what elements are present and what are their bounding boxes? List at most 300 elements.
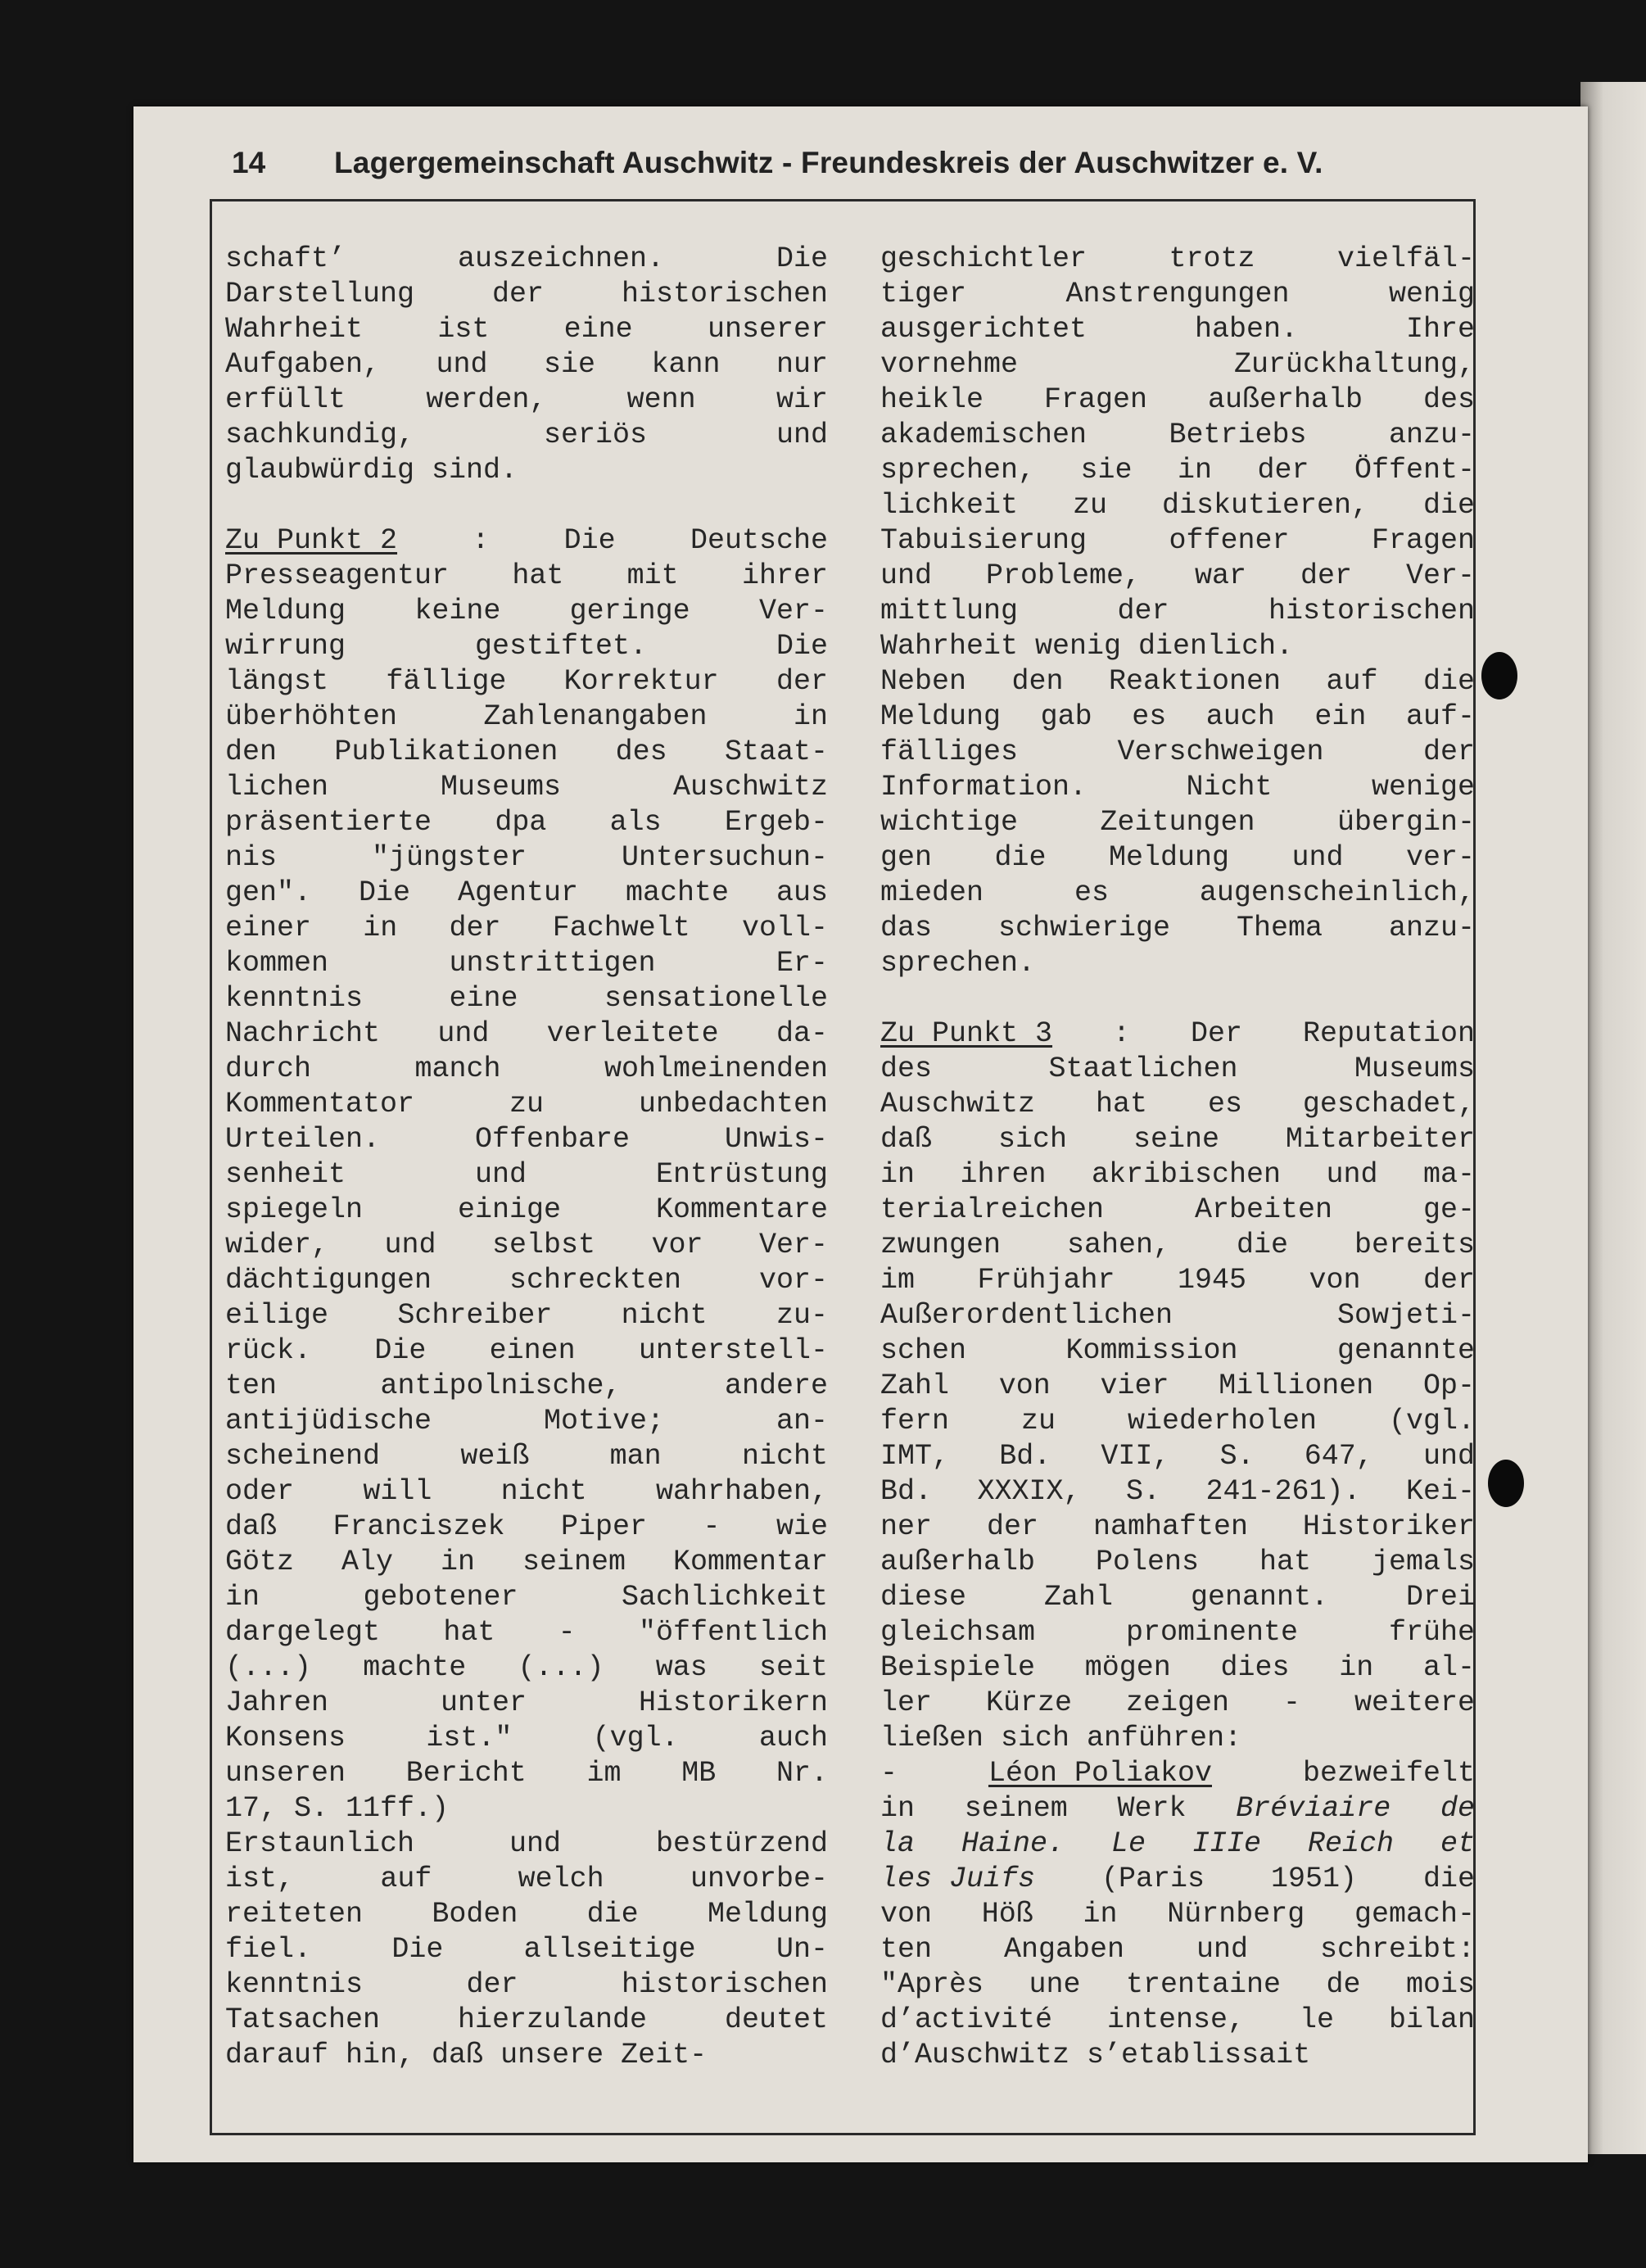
word: geschichtler [880,242,1088,275]
word: XXXIX, [977,1475,1081,1508]
word: Urteilen. [225,1123,381,1156]
word: Frühjahr [977,1264,1115,1297]
word: gen [880,841,933,874]
word: andere [724,1369,828,1402]
text-line [225,1122,828,1157]
word: Auschwitz [880,1088,1036,1120]
text-line [880,805,1475,840]
word: Reputation [1302,1017,1475,1050]
word: seine [1133,1123,1219,1156]
word: Er- [776,947,828,980]
word: was [655,1651,708,1684]
word: eilige [225,1299,329,1332]
word: terialreichen [880,1193,1105,1226]
word: vor- [758,1264,828,1297]
word: weitere [1354,1686,1475,1719]
word: man [609,1440,662,1473]
word: Léon Poliakov [988,1757,1212,1790]
word: Neben [880,665,967,698]
word: Piper [561,1510,648,1543]
text-line [225,1193,828,1228]
word: kommen [225,947,329,980]
word: eine [449,982,518,1015]
text-line [225,770,828,805]
word: Höß [981,1898,1033,1931]
word: selbst [491,1229,596,1261]
word: Sowjeti- [1336,1299,1475,1332]
word: ist." [426,1722,513,1754]
word: Offenbare [474,1123,631,1156]
word: die [1422,489,1475,522]
word: vielfäl- [1336,242,1475,275]
word: Kommentar [672,1546,828,1578]
word: ihrer [741,559,828,592]
word: dargelegt [225,1616,381,1649]
text-line [225,1263,828,1298]
text-column-left [225,242,828,2073]
text-line [225,1580,828,1615]
word: mögen [1084,1651,1171,1684]
word: ner [880,1510,933,1543]
text-line [225,559,828,594]
text-line [880,770,1475,805]
text-line [225,1862,828,1897]
word: hat [512,559,564,592]
word: Beispiele [880,1651,1036,1684]
word: weiß [460,1440,530,1473]
word: in [1083,1898,1118,1931]
word: Reich [1307,1827,1394,1860]
text-line [225,383,828,418]
word: allseitige [523,1933,696,1966]
word: Bd. [880,1475,933,1508]
paragraph-gap [225,488,828,523]
word: Verschweigen [1117,736,1324,768]
word: einer [225,912,312,944]
word: - [880,1757,898,1790]
page-header [232,146,1509,195]
word: von [880,1898,933,1931]
word: S. [1125,1475,1160,1508]
text-line [225,664,828,699]
word: 1951) [1270,1863,1357,1895]
word: Kei- [1405,1475,1475,1508]
word: Meldung [707,1898,828,1931]
word: Kommentator [225,1088,415,1120]
word: Tatsachen [225,2003,381,2036]
text-line [880,347,1475,383]
text-line [225,1052,828,1087]
word: welch [518,1863,604,1895]
text-line [880,876,1475,911]
word: Staatlichen [1048,1053,1238,1085]
text-line [880,418,1475,453]
word: (...) [518,1651,604,1684]
word: die [1236,1229,1288,1261]
word: Die [359,876,411,909]
word: fern [880,1405,950,1437]
word: Aufgaben, [225,348,381,381]
word: sachkundig, [225,419,415,451]
word: Ver- [758,1229,828,1261]
word: namhaften [1092,1510,1248,1543]
word: darauf [225,2039,329,2071]
text-column-right [880,242,1475,2073]
word: dächtigungen [225,1264,432,1297]
text-line [880,1228,1475,1263]
word: Jahren [225,1686,329,1719]
text-line [880,1087,1475,1122]
word: Nürnberg [1167,1898,1305,1931]
word: d’Auschwitz [880,2039,1070,2071]
word: Op- [1422,1369,1475,1402]
word: d’activité [880,2003,1053,2036]
word: machte [363,1651,467,1684]
text-line [225,981,828,1016]
text-line [225,594,828,629]
word: längst [225,665,329,698]
word: voll- [741,912,828,944]
word: Untersuchun- [621,841,828,874]
text-line [225,1439,828,1474]
word: Die [776,630,828,663]
word: in [1339,1651,1374,1684]
word: Drei [1405,1581,1475,1614]
word: frühe [1388,1616,1475,1649]
text-line [880,1791,1475,1827]
word: (Paris [1101,1863,1205,1895]
word: glaubwürdig sind. [225,454,518,487]
word: im [586,1757,622,1790]
text-line [225,735,828,770]
word: ge- [1422,1193,1475,1226]
text-line [225,1791,828,1827]
word: "öffentlich [638,1616,828,1649]
word: es [1074,876,1109,909]
word: Le [1110,1827,1146,1860]
word: antipolnische, [380,1369,622,1402]
word: der [1422,1264,1475,1297]
word: Un- [776,1933,828,1966]
word: ein [1314,700,1367,733]
word: al- [1422,1651,1475,1684]
word: die [994,841,1047,874]
word: will [363,1475,432,1508]
word: geschadet, [1302,1088,1475,1120]
word: wiederholen [1127,1405,1317,1437]
word: den [1011,665,1064,698]
word: ma- [1422,1158,1475,1191]
word: Sachlichkeit [621,1581,828,1614]
text-line [880,1369,1475,1404]
page-number: 14 [232,146,266,179]
word: Unwis- [724,1123,828,1156]
word: kenntnis [225,982,364,1015]
word: Bd. [999,1440,1051,1473]
word: mieden [880,876,984,909]
word: und [1326,1158,1378,1191]
word: der [986,1510,1038,1543]
text-line [225,699,828,735]
text-line [225,1298,828,1333]
word: in [225,1581,260,1614]
word: Öffent- [1354,454,1475,487]
word: unseren [225,1757,346,1790]
word: : [1113,1017,1131,1050]
text-line [880,1650,1475,1686]
word: und [474,1158,527,1191]
text-line [225,2003,828,2038]
word: der [1300,559,1352,592]
word: Deutsche [690,524,828,557]
word: gebotener [363,1581,518,1614]
word: die [1422,1863,1475,1895]
word: und [509,1827,561,1860]
word: 647, [1304,1440,1373,1473]
word: der [1257,454,1309,487]
word: IIIe [1192,1827,1261,1860]
word: schaft’ [225,242,346,275]
word: vier [1100,1369,1169,1402]
word: Nicht [1186,771,1273,804]
word: spiegeln [225,1193,364,1226]
text-line [880,840,1475,876]
word: sich [997,1123,1067,1156]
word: Mitarbeiter [1285,1123,1475,1156]
word: ist, [225,1863,295,1895]
text-line [880,1157,1475,1193]
text-line [880,488,1475,523]
word: ausgerichtet [880,313,1088,346]
text-line [225,1510,828,1545]
word: seit [758,1651,828,1684]
word: wohlmeinenden [604,1053,828,1085]
word: Betriebs [1169,419,1307,451]
word: ist [437,313,490,346]
word: heikle [880,383,984,416]
word: Historiker [1302,1510,1475,1543]
word: (vgl. [1388,1405,1475,1437]
word: von [1309,1264,1361,1297]
word: Bericht [405,1757,527,1790]
text-line [225,1016,828,1052]
word: an- [776,1405,828,1437]
word: der [491,278,544,310]
word: außerhalb [880,1546,1036,1578]
word: wirrung [225,630,346,663]
word: übergin- [1336,806,1475,839]
text-line [880,1298,1475,1333]
word: auch [1205,700,1275,733]
word: lichkeit [880,489,1019,522]
word: anzu- [1388,912,1475,944]
text-line [880,1932,1475,1967]
word: Anstrengungen [1065,278,1290,310]
word: unsere [500,2039,604,2071]
text-line [225,453,828,488]
word: Korrektur [563,665,719,698]
word: MB [681,1757,717,1790]
word: und [776,419,828,451]
word: Zeitungen [1100,806,1255,839]
word: Ergeb- [724,806,828,839]
text-line [880,383,1475,418]
text-line [880,911,1475,946]
word: nicht [500,1475,587,1508]
word: genannte [1336,1334,1475,1367]
word: de [1440,1792,1475,1825]
facing-page-edge [1580,82,1646,2154]
word: in [793,700,828,733]
word: Der [1190,1017,1242,1050]
word: diskutieren, [1161,489,1368,522]
word: Agentur [457,876,579,909]
text-line [225,347,828,383]
text-line [225,1615,828,1650]
text-line [880,1122,1475,1157]
word: kenntnis [225,1968,364,2001]
word: schen [880,1334,967,1367]
word: Arbeiten [1195,1193,1333,1226]
word: sie [1080,454,1133,487]
word: Millionen [1219,1369,1374,1402]
word: dpa [495,806,547,839]
word: prominente [1125,1616,1299,1649]
word: werden, [426,383,547,416]
word: s’etablissait [1087,2039,1311,2071]
word: bestürzend [655,1827,828,1860]
word: antijüdische [225,1405,432,1437]
word: Thema [1236,912,1323,944]
word: mittlung [880,595,1019,627]
word: Fragen [1043,383,1148,416]
text-line [225,1228,828,1263]
word: gemach- [1354,1898,1475,1931]
word: keine [414,595,501,627]
word: Zu Punkt 3 [880,1017,1053,1050]
text-line [880,1404,1475,1439]
word: durch [225,1053,312,1085]
document-page [133,106,1588,2162]
word: Die [374,1334,427,1367]
word: 1945 [1177,1264,1246,1297]
word: - [1282,1686,1300,1719]
text-line [880,1580,1475,1615]
word: Zu Punkt 2 [225,524,398,557]
word: Darstellung [225,278,415,310]
text-line [880,735,1475,770]
word: fiel. [225,1933,312,1966]
text-line [880,1545,1475,1580]
text-line [880,277,1475,312]
word: schwierige [997,912,1171,944]
text-line [225,418,828,453]
word: Kommentare [655,1193,828,1226]
word: Meldung [880,700,1002,733]
word: und [880,559,933,592]
text-line [880,453,1475,488]
word: unserer [707,313,828,346]
word: seinem [522,1546,626,1578]
word: Motive; [544,1405,665,1437]
word: "jüngster [371,841,527,874]
word: ten [880,1933,933,1966]
text-line [225,1333,828,1369]
word: manch [414,1053,501,1085]
word: Haine. [961,1827,1065,1860]
word: Zahl [1044,1581,1114,1614]
word: wichtige [880,806,1019,839]
word: et [1440,1827,1475,1860]
text-line [880,2003,1475,2038]
word: außerhalb [1207,383,1363,416]
word: die [586,1898,639,1931]
word: (vgl. [592,1722,679,1754]
word: gestiftet. [474,630,648,663]
word: (...) [225,1651,312,1684]
word: Boden [432,1898,518,1931]
word: daß [225,1510,278,1543]
word: VII, [1101,1440,1170,1473]
word: unbedachten [638,1088,828,1120]
word: Erstaunlich [225,1827,415,1860]
word: zu [1020,1405,1056,1437]
word: sprechen, [880,454,1036,487]
text-line [225,1967,828,2003]
word: und [1291,841,1344,874]
text-line [880,312,1475,347]
text-line [880,1967,1475,2003]
word: augenscheinlich, [1199,876,1475,909]
word: wenig [1388,278,1475,310]
word: diese [880,1581,967,1614]
word: Wahrheit wenig dienlich. [880,630,1294,663]
word: intense, [1107,2003,1246,2036]
word: Polens [1095,1546,1200,1578]
word: in [1177,454,1212,487]
word: wahrhaben, [655,1475,828,1508]
text-line [880,1052,1475,1087]
word: fällige [386,665,507,698]
text-line [225,1087,828,1122]
word: trentaine [1125,1968,1282,2001]
word: Nr. [776,1757,828,1790]
word: unter [440,1686,527,1719]
word: daß [432,2039,484,2071]
word: IMT, [880,1440,950,1473]
word: historischen [621,1968,828,2001]
word: und [1196,1933,1248,1966]
word: auf [380,1863,432,1895]
word: ließen sich anführen: [880,1722,1242,1754]
text-line [880,1721,1475,1756]
text-line [880,1016,1475,1052]
word: Reaktionen [1108,665,1282,698]
word: der [1422,736,1475,768]
word: Angaben [1003,1933,1125,1966]
word: präsentierte [225,806,432,839]
word: akribischen [1091,1158,1282,1191]
word: und [384,1229,436,1261]
word: dies [1220,1651,1290,1684]
word: und [1422,1440,1475,1473]
word: Bréviaire [1236,1792,1391,1825]
word: und [436,348,488,381]
word: eine [563,313,633,346]
text-line [225,1827,828,1862]
word: ihren [960,1158,1047,1191]
word: aus [776,876,828,909]
